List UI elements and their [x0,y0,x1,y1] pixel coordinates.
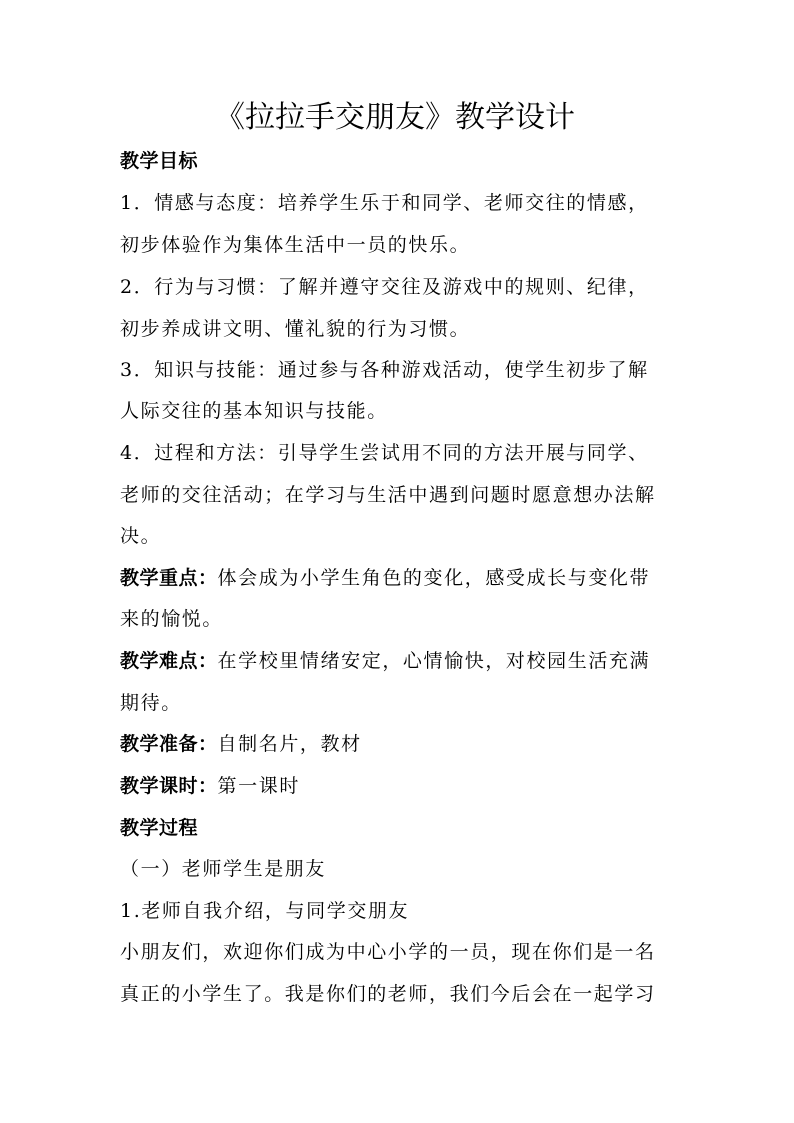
difficulty-line-1 [120,648,680,674]
objective-3-line-2: 人际交往的基本知识与技能。 [120,400,388,422]
objectives-heading: 教学目标 [120,150,199,172]
process-section-1: （一）老师学生是朋友 [120,858,327,880]
document-title: 《拉拉手交朋友》教学设计 [215,100,575,135]
key-point-text: 体会成为小学生角色的变化，感受成长与变化带 [217,567,651,589]
process-paragraph-line-2: 真正的小学生了。我是你们的老师，我们今后会在一起学习 [120,983,656,1005]
key-point-line-1 [120,565,680,591]
key-point-label: 教学重点： [120,567,218,589]
difficulty-label: 教学难点： [120,650,218,672]
class-hours-line [120,773,680,799]
preparation-label: 教学准备： [120,733,218,755]
objective-1-line-2: 初步体验作为集体生活中一员的快乐。 [120,234,471,256]
objective-3-line-1: 3．知识与技能：通过参与各种游戏活动，使学生初步了解 [120,359,649,381]
process-heading: 教学过程 [120,817,199,839]
class-hours-text: 第一课时 [217,775,300,797]
objective-4-line-3: 决。 [120,525,162,547]
objective-2-line-2: 初步养成讲文明、懂礼貌的行为习惯。 [120,318,471,340]
difficulty-text: 在学校里情绪安定，心情愉快，对校园生活充满 [217,650,651,672]
process-step-1: 1.老师自我介绍，与同学交朋友 [120,900,410,922]
key-point-line-2: 来的愉悦。 [120,608,224,630]
difficulty-line-2: 期待。 [120,692,182,714]
objective-4-line-2: 老师的交往活动；在学习与生活中遇到问题时愿意想办法解 [120,484,656,506]
objective-1-line-1: 1．情感与态度：培养学生乐于和同学、老师交往的情感， [120,192,649,214]
objective-4-line-1: 4．过程和方法：引导学生尝试用不同的方法开展与同学、 [120,442,649,464]
process-paragraph-line-1: 小朋友们，欢迎你们成为中心小学的一员，现在你们是一名 [120,941,656,963]
preparation-text: 自制名片，教材 [217,733,362,755]
preparation-line [120,731,680,757]
class-hours-label: 教学课时： [120,775,218,797]
objective-2-line-1: 2．行为与习惯：了解并遵守交往及游戏中的规则、纪律， [120,276,649,298]
